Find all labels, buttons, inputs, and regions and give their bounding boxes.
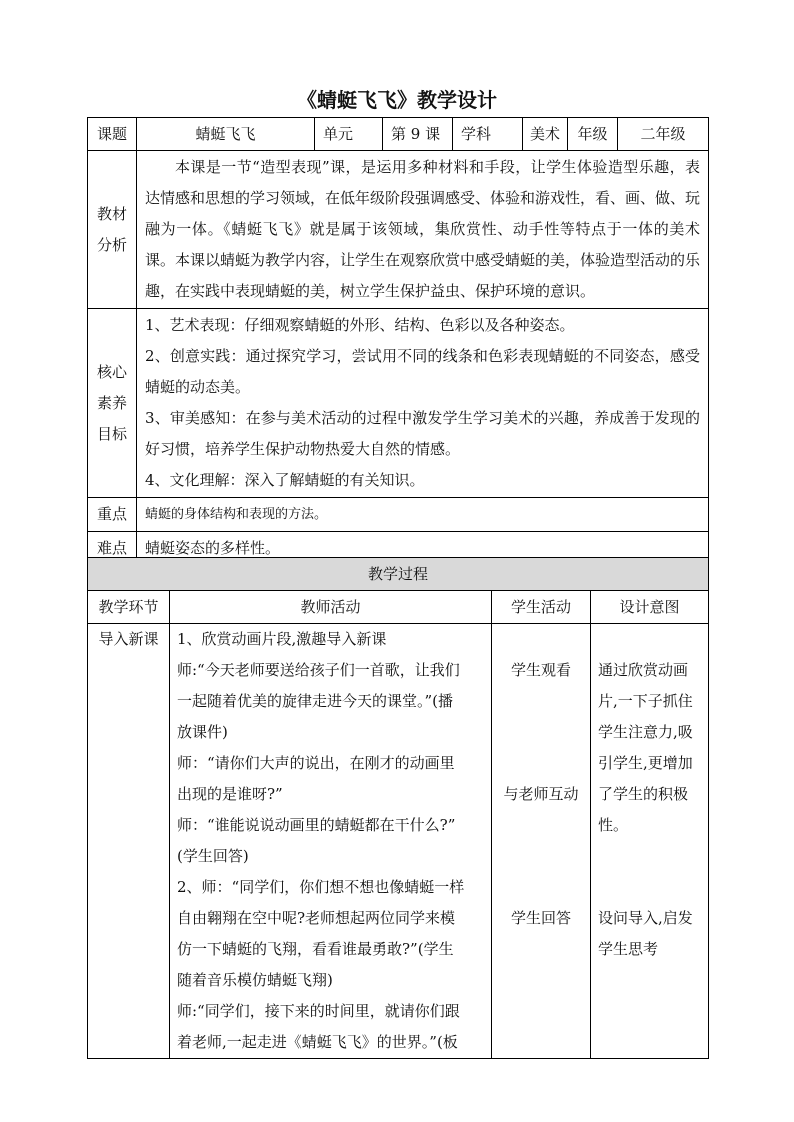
process-row — [88, 624, 709, 1059]
teaching-process-table — [87, 557, 709, 1059]
grade-label: 年级 — [568, 118, 618, 151]
subject-label: 学科 — [453, 118, 523, 151]
topic-label: 课题 — [88, 118, 137, 151]
key-row — [88, 498, 709, 532]
goal-item: 3、审美感知：在参与美术活动的过程中激发学生学习美术的兴趣，养成善于发现的好习惯，培养学生保护动物热爱大自然的情感。 — [145, 409, 700, 458]
literacy-goals — [137, 309, 709, 498]
goal-item: 2、创意实践：通过探究学习，尝试用不同的线条和色彩表现蜻蜓的不同姿态，感受蜻蜓的动态美。 — [145, 347, 700, 396]
col-teacher: 教师活动 — [170, 591, 492, 624]
process-header-row — [88, 558, 709, 591]
student-activity-item: 与老师互动 — [503, 785, 579, 803]
column-header-row — [88, 591, 709, 624]
col-intent: 设计意图 — [591, 591, 709, 624]
goal-item: 4、文化理解：深入了解蜻蜓的有关知识。 — [145, 471, 425, 489]
literacy-row — [88, 309, 709, 498]
student-activity-item: 学生观看 — [510, 661, 571, 679]
lesson-info-table — [87, 117, 709, 566]
teacher-activity: 1、欣赏动画片段,激趣导入新课 师:“今天老师要送给孩子们一首歌，让我们 一起随着优美的旋律走进今天的课堂。”(播 放课件) 师：“请你们大声的说出，在刚才的动画里 出现的是谁呀?” 师：“谁能说说动画里的蜻蜓都在干什么?” (学生回答) 2、师：“同学们，你们想不想也像蜻蜓一样 自由翱翔在空中呢?老师想起两位同学来模 仿一下蜻蜓的飞翔，看看谁最勇敢?”(学生 随着音乐模仿蜻蜓飞翔) 师:“同学们，接下来的时间里，就请你们跟 着老师,一起走进《蜻蜓飞飞》的世界。”(板 — [170, 624, 492, 1059]
unit-value: 第 9 课 — [383, 118, 453, 151]
info-row — [88, 118, 709, 151]
design-intent: 通过欣赏动画 片,一下子抓住 学生注意力,吸 引学生,更增加 了学生的积极 性。 设问导入,启发 学生思考 — [591, 624, 709, 1059]
stage-cell: 导入新课 — [88, 624, 170, 1059]
process-header: 教学过程 — [88, 558, 709, 591]
col-stage: 教学环节 — [88, 591, 170, 624]
analysis-row — [88, 151, 709, 309]
student-activity-item: 学生回答 — [510, 909, 571, 927]
key-label: 重点 — [88, 498, 137, 532]
key-text: 蜻蜓的身体结构和表现的方法。 — [137, 498, 709, 532]
analysis-label: 教材 分析 — [88, 151, 137, 309]
topic-value: 蜻蜓飞飞 — [137, 118, 315, 151]
unit-label: 单元 — [315, 118, 383, 151]
grade-value: 二年级 — [618, 118, 709, 151]
student-activity — [492, 624, 591, 1059]
literacy-label: 核心 素养 目标 — [88, 309, 137, 498]
col-student: 学生活动 — [492, 591, 591, 624]
analysis-text: 本课是一节“造型表现”课，是运用多种材料和手段，让学生体验造型乐趣，表达情感和思想的学习领域，在低年级阶段强调感受、体验和游戏性，看、画、做、玩融为一体。《蜻蜓飞飞》就是属于该领域，集欣赏性、动手性等特点于一体的美术课。本课以蜻蜓为教学内容，让学生在观察欣赏中感受蜻蜓的美，体验造型活动的乐趣，在实践中表现蜻蜓的美，树立学生保护益虫、保护环境的意识。 — [137, 151, 709, 309]
page-title: 《蜻蜓飞飞》教学设计 — [297, 88, 497, 112]
difficulty-text: 蜻蜓姿态的多样性。 — [137, 532, 709, 566]
goal-item: 1、艺术表现：仔细观察蜻蜓的外形、结构、色彩以及各种姿态。 — [145, 316, 575, 334]
subject-value: 美术 — [523, 118, 568, 151]
difficulty-label: 难点 — [88, 532, 137, 566]
